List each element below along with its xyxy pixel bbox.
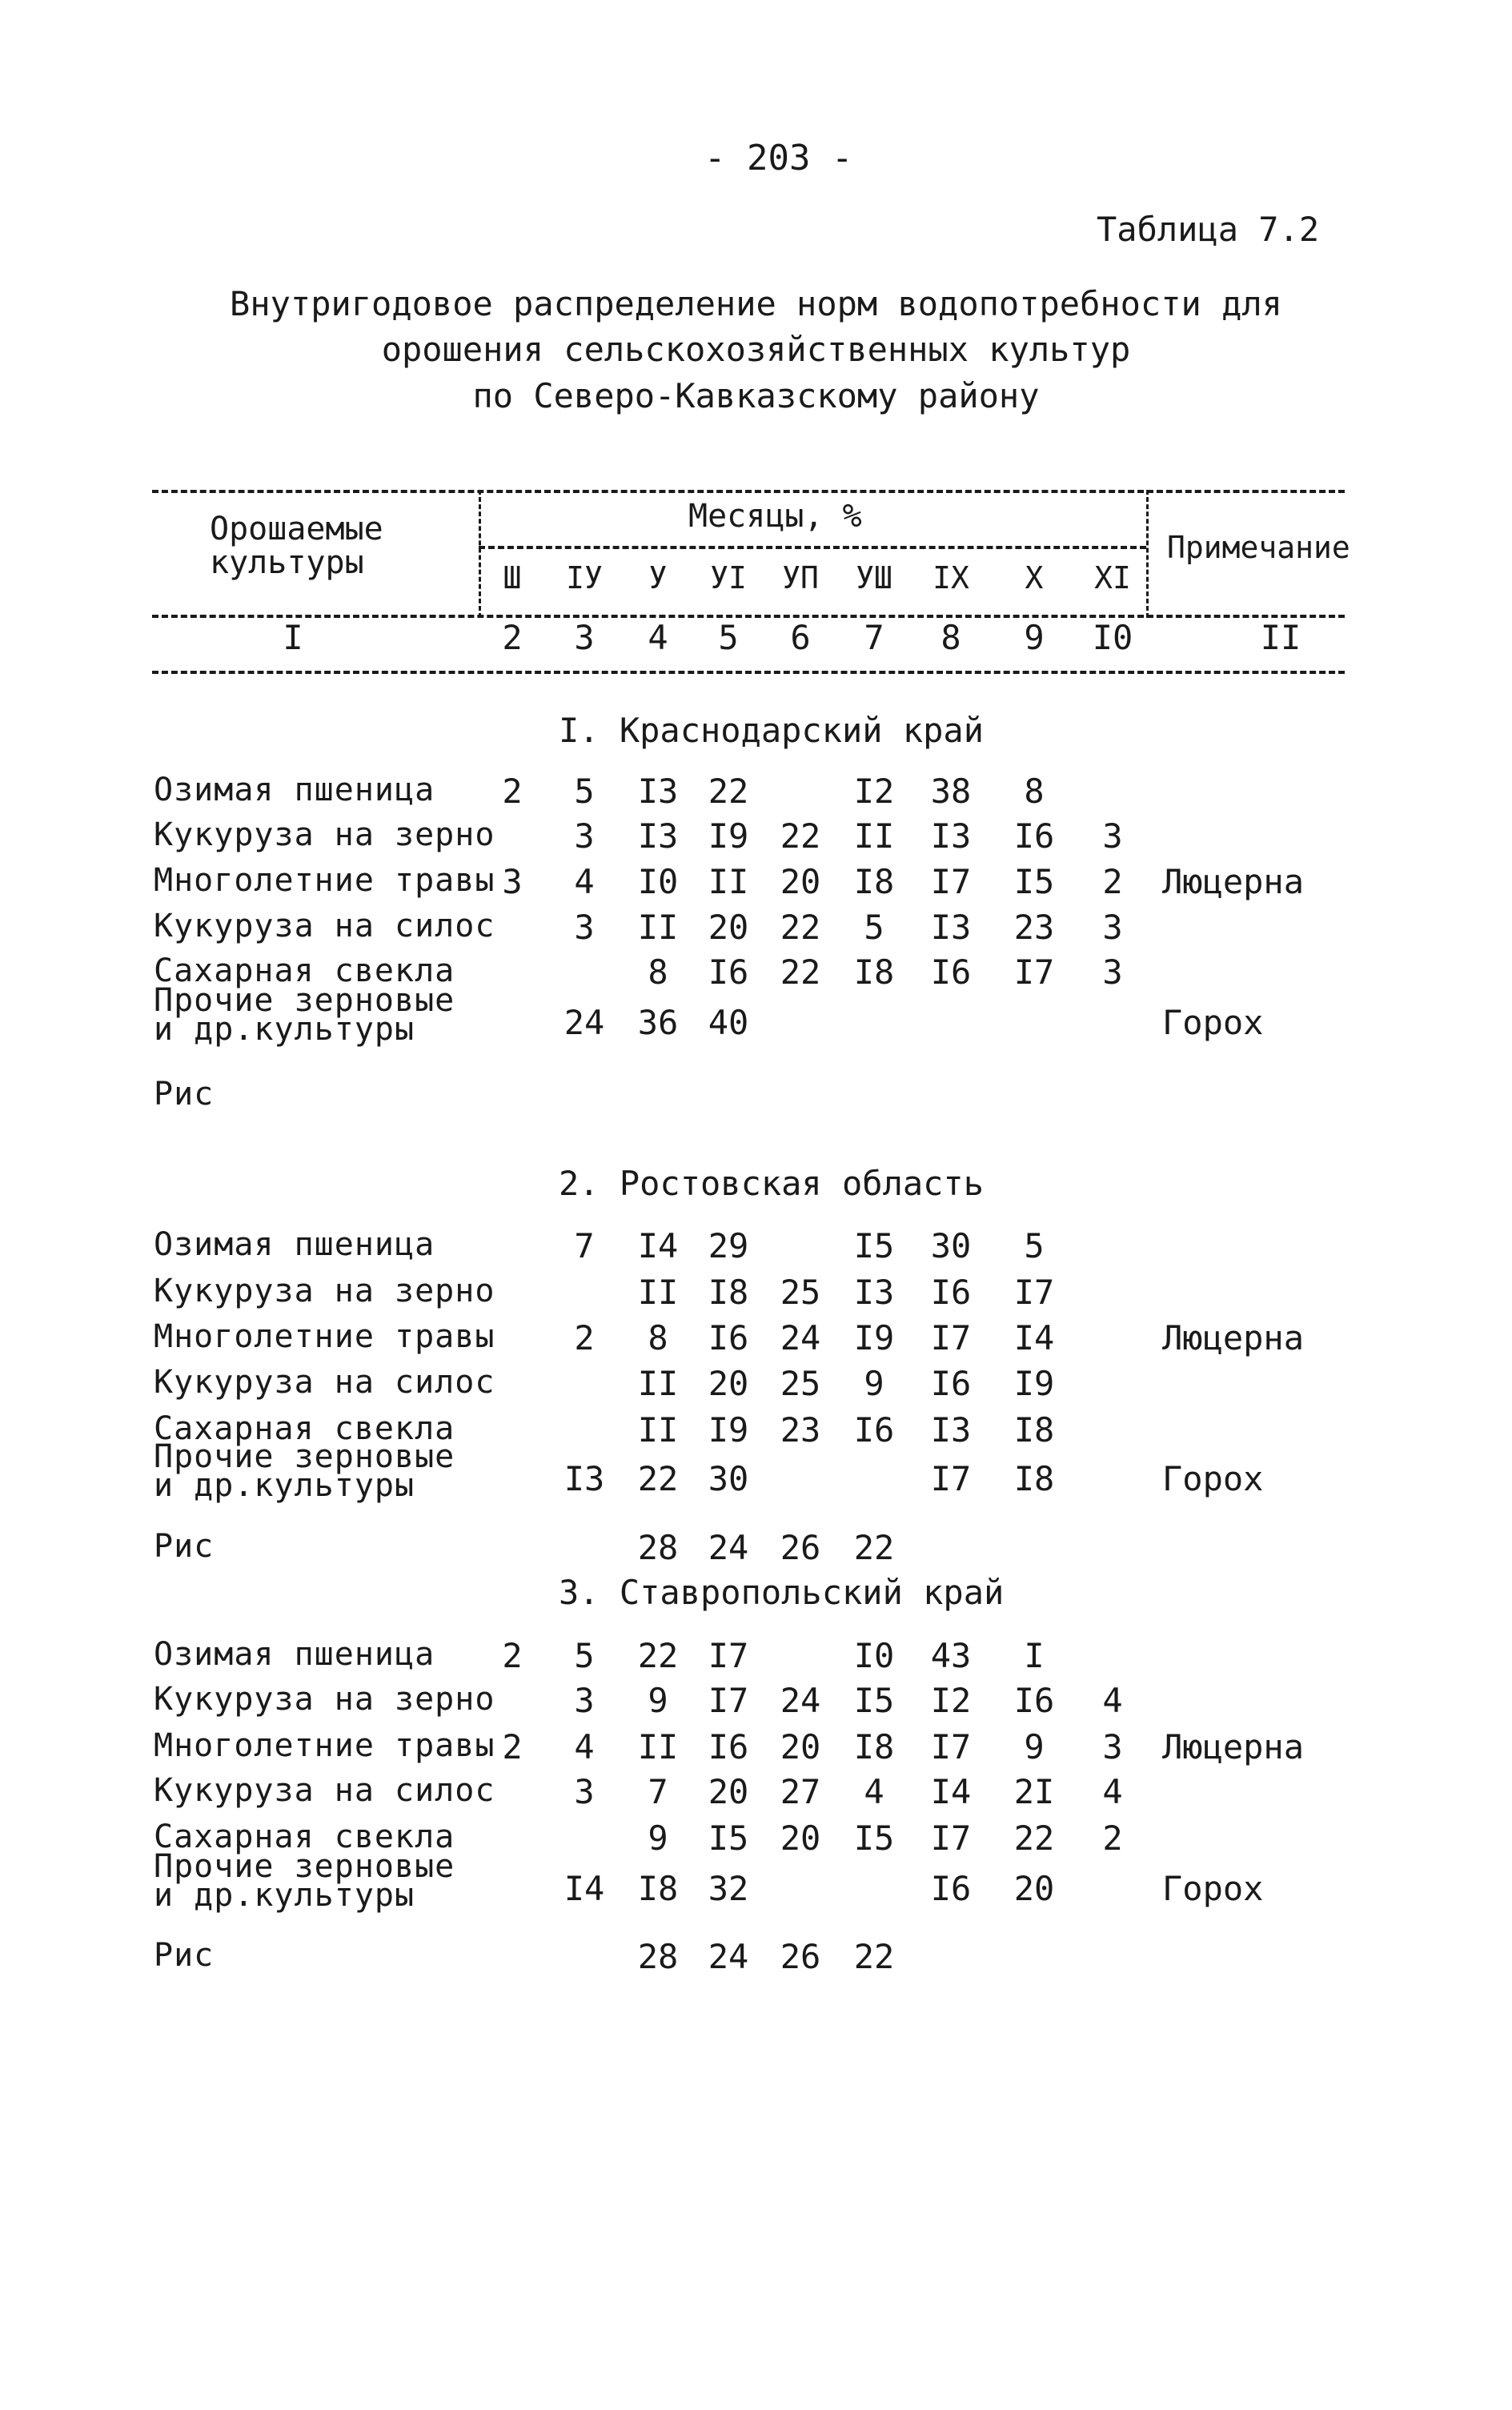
table-cell: 26 [780, 1528, 821, 1567]
header-crops-line1: Орошаемые [210, 511, 383, 547]
table-cell: I5 [853, 1681, 895, 1720]
column-number: 2 [502, 618, 523, 657]
table-cell: 30 [930, 1226, 972, 1265]
crop-name: Многолетние травы [154, 1727, 495, 1764]
table-cell: I6 [930, 1273, 972, 1312]
table-cell: I7 [930, 1727, 972, 1766]
table-cell: 22 [780, 952, 821, 992]
table-cell: 20 [708, 1364, 749, 1403]
table-cell: 3 [502, 862, 523, 901]
crop-name: Кукуруза на силос [154, 1364, 495, 1401]
table-cell: I [1024, 1636, 1045, 1675]
table-cell: 4 [574, 1727, 595, 1766]
table-cell: I9 [708, 816, 749, 856]
month-label: У [648, 560, 668, 595]
month-label: УП [782, 560, 819, 595]
table-cell: 22 [637, 1459, 679, 1498]
table-cell: 5 [864, 908, 884, 947]
table-cell: 25 [780, 1273, 821, 1312]
table-cell: 3 [574, 1681, 595, 1720]
column-number: 3 [574, 618, 595, 657]
table-cell: 2 [502, 1636, 523, 1675]
table-cell: II [708, 862, 749, 901]
table-cell: I6 [930, 1869, 972, 1908]
note-cell: Люцерна [1162, 1727, 1305, 1766]
crop-name: Сахарная свекла [154, 1410, 455, 1447]
table-cell: 7 [574, 1226, 595, 1265]
table-cell: 24 [708, 1937, 749, 1976]
table-cell: I5 [853, 1226, 895, 1265]
crop-name: Озимая пшеница [154, 1226, 435, 1263]
table-cell: 8 [648, 1318, 668, 1357]
table-cell: II [637, 1410, 679, 1450]
table-label: Таблица 7.2 [1097, 210, 1320, 249]
month-label: X [1025, 560, 1044, 595]
column-number: I0 [1092, 618, 1133, 657]
column-number: 9 [1024, 618, 1045, 657]
table-cell: 8 [648, 952, 668, 992]
table-cell: I7 [930, 1459, 972, 1498]
table-cell: 3 [574, 908, 595, 947]
section-title: 2. Ростовская область [559, 1164, 985, 1203]
table-cell: 32 [708, 1869, 749, 1908]
table-cell: 3 [1102, 1727, 1123, 1766]
table-cell: 8 [1024, 772, 1045, 811]
section-title: I. Краснодарский край [559, 711, 985, 750]
table-cell: I7 [930, 1819, 972, 1858]
table-cell: I6 [1013, 816, 1055, 856]
table-cell: I3 [563, 1459, 605, 1498]
title-line-3: по Северо-Кавказскому району [472, 376, 1040, 415]
table-cell: 3 [574, 1772, 595, 1811]
table-cell: I4 [637, 1226, 679, 1265]
header-top-rule [152, 490, 1345, 493]
table-cell: I9 [853, 1318, 895, 1357]
table-cell: 3 [1102, 952, 1123, 992]
table-cell: II [637, 1273, 679, 1312]
header-vrule-left [479, 490, 481, 618]
table-cell: 5 [574, 772, 595, 811]
table-cell: 23 [1013, 908, 1055, 947]
crop-name: Кукуруза на зерно [154, 816, 495, 853]
column-number: 8 [940, 618, 961, 657]
table-cell: I3 [853, 1273, 895, 1312]
section-title: 3. Ставропольский край [559, 1573, 1005, 1612]
table-cell: 22 [853, 1528, 895, 1567]
note-cell: Люцерна [1162, 862, 1305, 901]
month-label: IX [932, 560, 969, 595]
table-cell: 3 [1102, 816, 1123, 856]
table-cell: I7 [930, 862, 972, 901]
crop-name-line2: и др.культуры [154, 1467, 415, 1504]
table-cell: I4 [930, 1772, 972, 1811]
month-label: УI [710, 560, 747, 595]
note-cell: Горох [1162, 1459, 1264, 1498]
month-label: IУ [566, 560, 603, 595]
crop-name: Рис [154, 1937, 215, 1974]
table-cell: 28 [637, 1937, 679, 1976]
table-cell: 28 [637, 1528, 679, 1567]
table-cell: 22 [853, 1937, 895, 1976]
table-cell: 2I [1013, 1772, 1055, 1811]
table-cell: 22 [708, 772, 749, 811]
table-cell: I6 [708, 1727, 749, 1766]
column-number: 5 [718, 618, 739, 657]
table-cell: 2 [1102, 862, 1123, 901]
table-cell: I9 [708, 1410, 749, 1450]
crop-name: Рис [154, 1076, 215, 1113]
table-cell: I8 [637, 1869, 679, 1908]
table-cell: I7 [1013, 1273, 1055, 1312]
table-cell: 3 [1102, 908, 1123, 947]
table-cell: 29 [708, 1226, 749, 1265]
table-cell: 3 [574, 816, 595, 856]
table-cell: 22 [780, 816, 821, 856]
table-cell: 2 [1102, 1819, 1123, 1858]
table-cell: 2 [502, 1727, 523, 1766]
table-cell: I5 [708, 1819, 749, 1858]
table-cell: 4 [1102, 1681, 1123, 1720]
table-cell: I3 [637, 772, 679, 811]
note-cell: Горох [1162, 1869, 1264, 1908]
table-cell: I2 [930, 1681, 972, 1720]
table-cell: 20 [780, 1727, 821, 1766]
table-cell: 43 [930, 1636, 972, 1675]
table-cell: 20 [780, 862, 821, 901]
table-cell: 26 [780, 1937, 821, 1976]
table-cell: I6 [1013, 1681, 1055, 1720]
note-cell: Горох [1162, 1003, 1264, 1042]
table-cell: I3 [930, 1410, 972, 1450]
crop-name: Сахарная свекла [154, 1819, 455, 1855]
header-crops-line2: культуры [210, 544, 364, 581]
header-months-title: Месяцы, % [688, 498, 862, 535]
month-label: Ш [503, 560, 522, 595]
table-cell: 27 [780, 1772, 821, 1811]
table-cell: 20 [708, 1772, 749, 1811]
table-cell: I6 [708, 1318, 749, 1357]
table-cell: I2 [853, 772, 895, 811]
table-cell: 38 [930, 772, 972, 811]
table-cell: 25 [780, 1364, 821, 1403]
table-cell: 4 [864, 1772, 884, 1811]
crop-name: Кукуруза на силос [154, 908, 495, 944]
table-cell: 2 [502, 772, 523, 811]
table-cell: 24 [780, 1318, 821, 1357]
months-title-rule [479, 546, 1146, 549]
crop-name: Многолетние травы [154, 1318, 495, 1355]
table-cell: 9 [864, 1364, 884, 1403]
crop-name: Прочие зерновые [154, 1848, 455, 1885]
table-cell: 24 [708, 1528, 749, 1567]
table-cell: 4 [574, 862, 595, 901]
table-cell: I3 [930, 816, 972, 856]
table-cell: I3 [637, 816, 679, 856]
table-cell: 4 [1102, 1772, 1123, 1811]
table-cell: I5 [1013, 862, 1055, 901]
table-cell: I9 [1013, 1364, 1055, 1403]
month-label: УШ [856, 560, 892, 595]
table-cell: 23 [780, 1410, 821, 1450]
table-cell: I8 [853, 1727, 895, 1766]
table-cell: 20 [1013, 1869, 1055, 1908]
table-cell: I6 [930, 1364, 972, 1403]
table-cell: 20 [708, 908, 749, 947]
table-cell: 24 [563, 1003, 605, 1042]
table-cell: 7 [648, 1772, 668, 1811]
table-cell: 22 [637, 1636, 679, 1675]
table-cell: II [637, 908, 679, 947]
header-note: Примечание [1167, 530, 1350, 565]
title-line-1: Внутригодовое распределение норм водопотребности для [230, 284, 1282, 323]
table-cell: I8 [708, 1273, 749, 1312]
note-cell: Люцерна [1162, 1318, 1305, 1357]
table-cell: I7 [708, 1681, 749, 1720]
table-cell: I3 [930, 908, 972, 947]
page-number: - 203 - [704, 138, 853, 178]
table-cell: I4 [563, 1869, 605, 1908]
table-cell: 5 [574, 1636, 595, 1675]
column-number: I [283, 618, 303, 657]
header-bottom-rule [152, 671, 1345, 674]
table-cell: I7 [1013, 952, 1055, 992]
table-cell: II [637, 1727, 679, 1766]
crop-name-line2: и др.культуры [154, 1877, 415, 1914]
table-cell: I4 [1013, 1318, 1055, 1357]
crop-name: Озимая пшеница [154, 772, 435, 808]
crop-name: Прочие зерновые [154, 982, 455, 1019]
table-cell: I8 [1013, 1459, 1055, 1498]
table-cell: I7 [930, 1318, 972, 1357]
table-cell: I6 [708, 952, 749, 992]
table-cell: I8 [853, 952, 895, 992]
table-cell: II [637, 1364, 679, 1403]
table-cell: 9 [648, 1819, 668, 1858]
table-cell: I5 [853, 1819, 895, 1858]
crop-name: Озимая пшеница [154, 1636, 435, 1673]
table-cell: I0 [637, 862, 679, 901]
table-cell: I8 [1013, 1410, 1055, 1450]
table-cell: I6 [930, 952, 972, 992]
table-cell: 36 [637, 1003, 679, 1042]
month-label: XI [1094, 560, 1131, 595]
table-cell: 9 [1024, 1727, 1045, 1766]
table-cell: 20 [780, 1819, 821, 1858]
crop-name: Сахарная свекла [154, 952, 455, 989]
table-cell: 22 [1013, 1819, 1055, 1858]
table-cell: 24 [780, 1681, 821, 1720]
crop-name: Прочие зерновые [154, 1438, 455, 1475]
column-number: 6 [790, 618, 811, 657]
table-cell: 40 [708, 1003, 749, 1042]
header-vrule-right [1146, 490, 1149, 618]
column-number: II [1260, 618, 1301, 657]
crop-name: Рис [154, 1528, 215, 1565]
crop-name: Многолетние травы [154, 862, 495, 899]
crop-name-line2: и др.культуры [154, 1011, 415, 1048]
table-cell: I7 [708, 1636, 749, 1675]
table-cell: II [853, 816, 895, 856]
crop-name: Кукуруза на силос [154, 1772, 495, 1809]
crop-name: Кукуруза на зерно [154, 1681, 495, 1718]
column-number: 7 [864, 618, 884, 657]
table-cell: 2 [574, 1318, 595, 1357]
column-number: 4 [648, 618, 668, 657]
table-cell: 9 [648, 1681, 668, 1720]
title-line-2: орошения сельскохозяйственных культур [381, 330, 1131, 369]
table-cell: 22 [780, 908, 821, 947]
crop-name: Кукуруза на зерно [154, 1273, 495, 1309]
table-cell: I0 [853, 1636, 895, 1675]
table-cell: 5 [1024, 1226, 1045, 1265]
table-cell: I8 [853, 862, 895, 901]
table-cell: 30 [708, 1459, 749, 1498]
table-cell: I6 [853, 1410, 895, 1450]
